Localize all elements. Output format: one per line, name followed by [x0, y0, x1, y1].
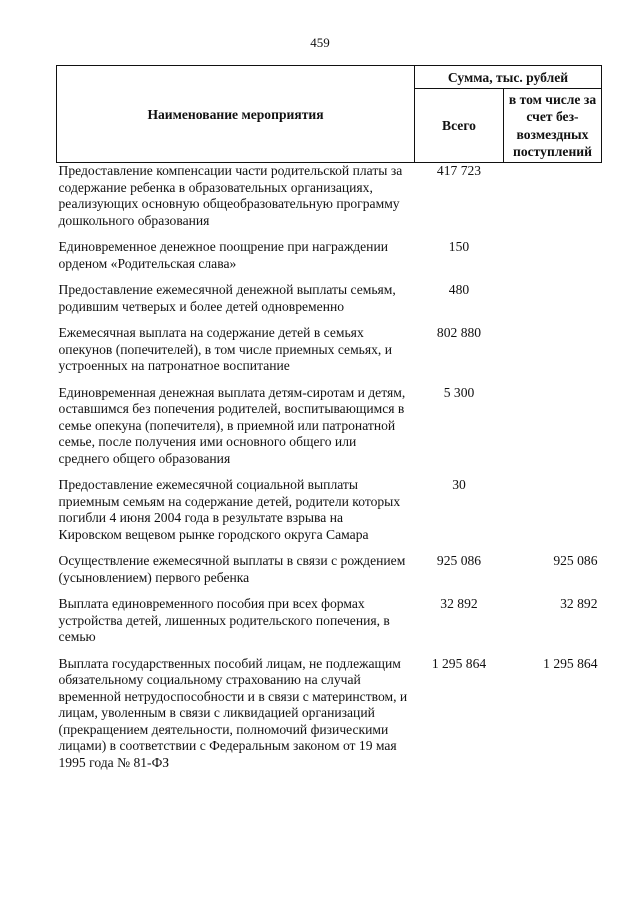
- row-free: 32 892: [560, 596, 598, 611]
- row-name: Единовременная денежная выплата детям-сиротам и детям, оставшимся без попечения родителей, воспитывающимся в семье опекуна (попечителя), в приемной или патронатной семье, после получения ими основного общего или среднего общего образования: [58, 384, 406, 466]
- row-name: Предоставление компенсации части родительской платы за содержание ребенка в образовательных организациях, реализующих основную общеобразовательную программу дошкольного образования: [58, 163, 403, 228]
- table-body: [57, 163, 602, 782]
- table-row: [57, 282, 602, 325]
- row-name: Выплата единовременного пособия при всех формах устройства детей, лишенных родительского попечения, в семью: [58, 596, 390, 644]
- row-free: [504, 239, 602, 282]
- row-total: 1 295 864: [431, 655, 487, 671]
- row-name: Ежемесячная выплата на содержание детей в семьях опекунов (попечителей), в том числе приемных семьях, и устроенных на патронатное воспитание: [58, 325, 392, 373]
- header-free-receipts: в том числе за счет без-возмездных поступлений: [504, 89, 602, 163]
- table-row: [57, 553, 602, 596]
- row-name: Предоставление ежемесячной социальной выплаты приемным семьям на содержание детей, родители которых погибли 4 июня 2004 года в результате взрыва на Кировском вещевом рынке городского округа Самара: [58, 477, 401, 542]
- header-event-name: Наименование мероприятия: [57, 66, 415, 163]
- row-free: [504, 325, 602, 385]
- header-sum: Сумма, тыс. рублей: [415, 66, 602, 89]
- row-total: 30: [452, 477, 466, 492]
- expenses-table: [56, 65, 602, 781]
- table-row: [57, 239, 602, 282]
- row-name: Предоставление ежемесячной денежной выплаты семьям, родившим четверых и более детей одновременно: [58, 282, 396, 314]
- table-row: [57, 596, 602, 656]
- header-total: Всего: [415, 89, 504, 163]
- row-total: 150: [448, 239, 470, 254]
- row-total: 802 880: [436, 325, 482, 340]
- table-row: [57, 656, 602, 782]
- row-total: 480: [448, 282, 470, 297]
- row-free: [504, 477, 602, 553]
- row-total: 925 086: [436, 553, 482, 568]
- row-free: [504, 163, 602, 240]
- row-name: Осуществление ежемесячной выплаты в связи с рождением (усыновлением) первого ребенка: [58, 553, 406, 585]
- row-free: 925 086: [553, 553, 598, 568]
- row-total: 32 892: [440, 596, 478, 611]
- row-free: [504, 282, 602, 325]
- table-row: [57, 385, 602, 478]
- table-row: [57, 163, 602, 240]
- page-number: 459: [310, 35, 330, 50]
- table-row: [57, 325, 602, 385]
- row-free: [504, 385, 602, 478]
- row-free: 1 295 864: [543, 655, 598, 671]
- row-name: Выплата государственных пособий лицам, не подлежащим обязательному социальному страхованию на случай временной нетрудоспособности и в связи с материнством, и лицам, уволенным в связи с ликвидацией организаций (прекращением деятельности, полномочий физическими лицами) в соответствии с Федеральным законом от 19 мая 1995 года № 81-ФЗ: [58, 655, 408, 770]
- table-row: [57, 477, 602, 553]
- row-total: 5 300: [443, 384, 475, 400]
- table-header: [57, 66, 602, 163]
- row-total: 417 723: [436, 163, 482, 178]
- row-name: Единовременное денежное поощрение при награждении орденом «Родительская слава»: [58, 239, 388, 271]
